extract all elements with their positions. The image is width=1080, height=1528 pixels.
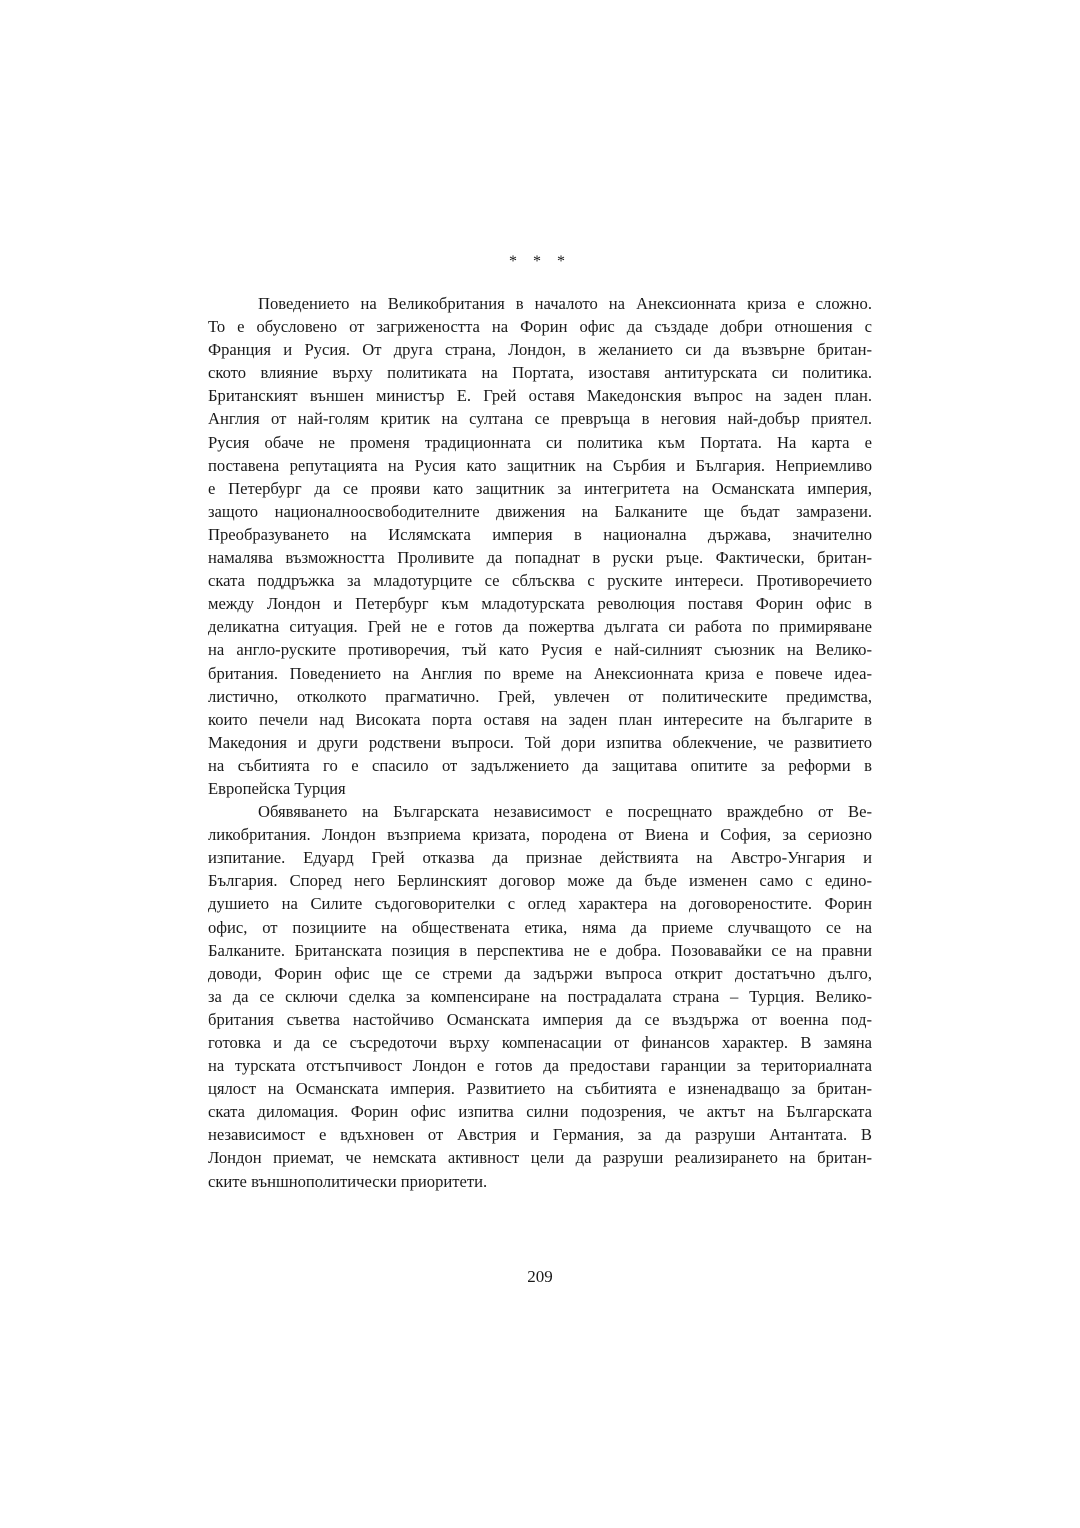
text-line: на турската отстъпчивост Лондон е готов да предостави гаранции за териториалната — [208, 1056, 872, 1076]
text-line: намалява възможността Проливите да попаднат в руски ръце. Фактически, британ- — [208, 548, 872, 568]
section-divider: * * * — [509, 253, 571, 270]
text-line: Балканите. Британската позиция в перспектива не е добра. Позовавайки се на правни — [208, 940, 872, 960]
text-line: Европейска Турция — [208, 778, 346, 798]
text-line: Франция и Русия. От друга страна, Лондон, в желанието си да възвърне британ- — [208, 340, 872, 360]
text-line: деликатна ситуация. Грей не е готов да пожертва дългата си работа по примиряване — [208, 617, 872, 637]
text-line: между Лондон и Петербург към младотурската революция поставя Форин офис в — [208, 594, 872, 614]
text-line: ското влияние върху политиката на Портата, изоставя антитурската си политика. — [208, 363, 872, 383]
text-line: готовка и да се съсредоточи върху компенасации от финансов характер. В замяна — [208, 1033, 872, 1052]
text-line: доводи, Форин офис ще се стреми да задържи въпроса открит достатъчно дълго, — [208, 963, 872, 983]
text-line: изпитание. Едуард Грей отказва да признае действията на Австро-Унгария и — [208, 848, 872, 868]
text-line: за да се сключи сделка за компенсиране на пострадалата страна – Турция. Велико- — [208, 986, 872, 1006]
text-line: Преобразуването на Ислямската империя в национална държава, значително — [208, 524, 872, 544]
text-line: на англо-руските противоречия, тъй като Русия е най-силният съюзник на Велико- — [208, 640, 872, 660]
text-line: То е обусловено от загрижеността на Форин офис да създаде добри отношения с — [208, 317, 872, 337]
text-line: Поведението на Великобритания в началото на Анексионната криза е сложно. — [258, 294, 872, 313]
text-line: ските външнополитически приоритети. — [208, 1171, 488, 1191]
text-line: листично, отколкото прагматично. Грей, увлечен от политическите предимства, — [208, 686, 872, 706]
text-line: душието на Силите съдоговорителки с оглед характера на договореностите. Форин — [208, 894, 872, 914]
text-line: британия съветва настойчиво Османската империя да се въздържа от военна под- — [208, 1009, 872, 1029]
text-line: на събитията го е спасило от задължението да защитава опитите за реформи в — [208, 755, 872, 775]
text-line: е Петербург да се прояви като защитник за интегритета на Османската империя, — [208, 478, 872, 498]
text-line: поставена репутацията на Русия като защитник на Сърбия и България. Неприемливо — [208, 455, 872, 475]
text-line: британия. Поведението на Англия по време на Анексионната криза е повече идеа- — [208, 663, 872, 683]
text-line: офис, от позициите на обществената етика, няма да приеме случващото се на — [208, 917, 872, 937]
text-line: които печели над Високата порта оставя на заден план интересите на българите в — [208, 709, 872, 729]
page-number: 209 — [527, 1267, 553, 1286]
text-line: защото националноосвободителните движения на Балканите ще бъдат замразени. — [208, 501, 872, 521]
text-line: Лондон приемат, че немската активност цели да разруши реализирането на британ- — [208, 1148, 872, 1168]
text-line: независимост е вдъхновен от Австрия и Германия, за да разруши Антантата. В — [208, 1125, 872, 1145]
text-line: ската поддръжка за младотурците се сблъсква с руските интереси. Противоречието — [208, 571, 872, 591]
paragraph-1 — [208, 292, 872, 800]
paragraph-2 — [208, 800, 872, 1193]
text-line: България. Според него Берлинският договор може да бъде изменен само с едино- — [208, 871, 872, 891]
text-line: Обявяването на Българската независимост е посрещнато враждебно от Ве- — [258, 802, 872, 822]
text-line: Британският външен министър Е. Грей оставя Македонския въпрос на заден план. — [208, 386, 872, 406]
text-line: Македония и други родствени въпроси. Той дори изпитва облекчение, че развитието — [208, 732, 872, 752]
body-text — [208, 292, 872, 1193]
text-line: ската диломация. Форин офис изпитва силни подозрения, че актът на Българската — [208, 1102, 872, 1122]
text-line: цялост на Османската империя. Развитието на събитията е изненадващо за британ- — [208, 1079, 872, 1099]
text-line: ликобритания. Лондон възприема кризата, породена от Виена и София, за сериозно — [208, 825, 872, 845]
text-line: Англия от най-голям критик на султана се превръща в неговия най-добър приятел. — [208, 409, 872, 429]
text-line: Русия обаче не променя традиционната си политика към Портата. На карта е — [208, 432, 872, 452]
